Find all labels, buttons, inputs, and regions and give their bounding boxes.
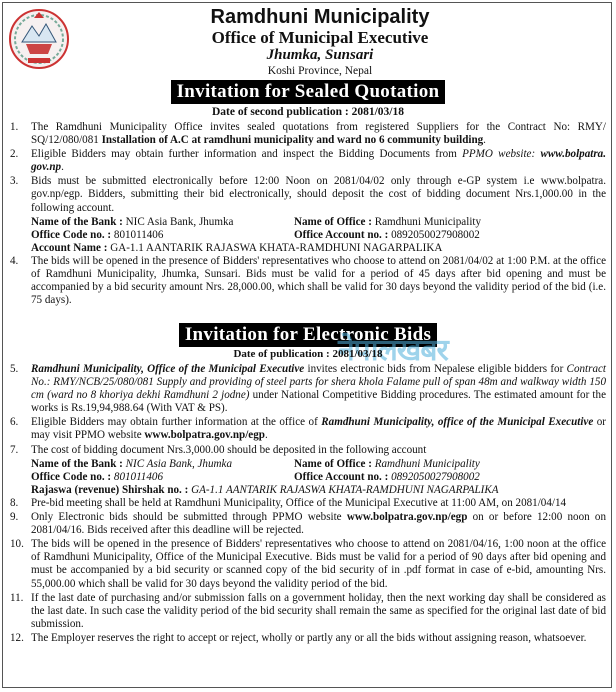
list-item: 6. Eligible Bidders may obtain further information at the office of Ramdhuni Municipality, office of the Municipal Executive or may visit PPMO website www.bolpatra.gov.np/egp. xyxy=(10,416,606,442)
nepal-emblem-icon xyxy=(8,6,70,72)
electronic-date: Date of publication : 2081/03/18 xyxy=(233,348,383,360)
list-item: 9. Only Electronic bids should be submitted through PPMO website www.bolpatra.gov.np/egp on or before 12:00 noon on 2081/04/16. Bids received after this deadline will be rejected. xyxy=(10,511,607,537)
quotation-date: Date of second publication : 2081/03/18 xyxy=(212,106,404,118)
quotation-title: Invitation for Sealed Quotation xyxy=(171,80,446,104)
office-name: Office of Municipal Executive xyxy=(211,28,429,47)
quotation-body xyxy=(10,121,606,308)
list-item: 11. If the last date of purchasing and/or submission falls on a government holiday, then the next working day shall be considered as the last date. In such case the validity period of the bid security shall remain the same as specified for the original last date of bid submission. xyxy=(10,591,606,630)
list-item: 5. Ramdhuni Municipality, Office of the Municipal Executive invites electronic bids from Nepalese eligible bidders for Contract No.: RMY/NCB/25/080/081 Supply and providing of steel parts for shera khola Falame pull of span 48m and walkway width 150 cm (ward no 8 khoriya dekhi Ramdhuni 2 jodne) under National Competitive Bidding procedures. The estimated amount for the works is Rs.19,94,988.64 (With VAT & PS). xyxy=(10,363,606,415)
account-name: Account Name : GA-1.1 AANTARIK RAJASWA KHATA-RAMDHUNI NAGARPALIKA xyxy=(31,241,443,254)
account-details: Name of the Bank : NIC Asia Bank, Jhumka Name of Office : Ramdhuni Municipality Office Code no. : 801011406 Office Account no. : 0892050027908002 xyxy=(31,457,480,483)
list-item: 3. Bids must be submitted electronically before 12:00 Noon on 2081/04/02 only through e-GP system i.e www.bolpatra. gov.np/egp. Bidders, submitting their bid electronically, should deposit the cost of bidding document Nrs.1,000.00 in the following account. xyxy=(10,175,606,214)
list-item: 4. The bids will be opened in the presence of Bidders' representatives who choose to attend on 2081/04/02 at 1:00 P.M. at the office of Ramdhuni Municipality, Jhumka, Sunsari. Bids must be valid for a period of 45 days after bid opening and must be accompanied by a bid security amount Nrs. 28,000.00, which shall be valid for 30 days beyond the validity period of the bid (i.e. 75 days). xyxy=(10,254,606,307)
list-item: 12. The Employer reserves the right to accept or reject, wholly or partly any or all the bids without assigning reason, whatsoever. xyxy=(10,631,587,644)
list-item: 2. Eligible Bidders may obtain further information and inspect the Bidding Documents from PPMO website: www.bolpatra. gov.np. xyxy=(10,148,606,174)
municipality-name: Ramdhuni Municipality xyxy=(210,6,430,28)
account-name: Rajaswa (revenue) Shirshak no. : GA-1.1 AANTARIK RAJASWA KHATA-RAMDHUNI NAGARPALIKA xyxy=(31,483,499,496)
electronic-bids-title: Invitation for Electronic Bids xyxy=(179,323,437,347)
list-item: 1. The Ramdhuni Municipality Office invites sealed quotations from registered Suppliers for the Contract No: RMY/ SQ/12/080/081 Installation of A.C at ramdhuni municipality and ward no 6 community building. xyxy=(10,121,606,147)
location: Jhumka, Sunsari xyxy=(266,47,374,63)
electronic-body xyxy=(10,363,606,646)
list-item: 7. The cost of bidding document Nrs.3,000.00 should be deposited in the following account xyxy=(10,443,427,456)
account-details: Name of the Bank : NIC Asia Bank, Jhumka Name of Office : Ramdhuni Municipality Office Code no. : 801011406 Office Account no. : 0892050027908002 xyxy=(31,215,482,241)
list-item: 10. The bids will be opened in the presence of Bidders' representatives who choose to attend on 2081/04/16, 1:00 noon at the office of Ramdhuni Municipality, Office of the Municipal Executive. Bids must be valid for a period of 90 days after bid opening and must be accompanied by a bid security or scanned copy of the bid security of in .pdf format in case of e-bid, amounting Nrs. 55,000.00 which shall be valid for 30 days beyond the validity period of the bid. xyxy=(10,538,606,590)
header xyxy=(80,6,560,78)
province: Koshi Province, Nepal xyxy=(267,65,373,77)
list-item: 8. Pre-bid meeting shall be held at Ramdhuni Municipality, Office of the Municipal Executive at 11:00 AM, on 2081/04/14 xyxy=(10,496,567,509)
watermark: नेपालखबर xyxy=(338,334,448,367)
